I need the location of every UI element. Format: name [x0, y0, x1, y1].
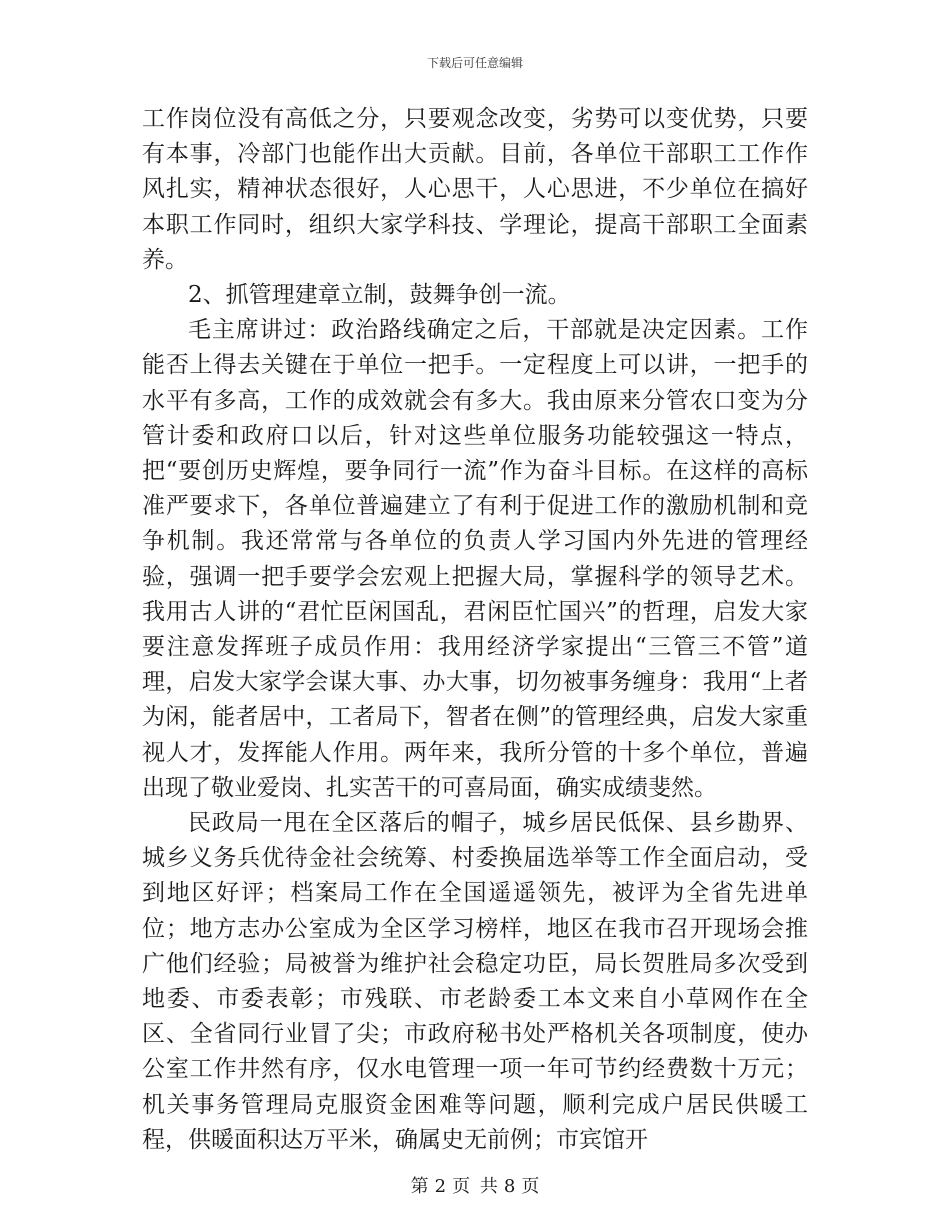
- page-header: 下载后可任意编辑: [426, 56, 523, 70]
- footer-suffix: 页: [521, 1176, 540, 1197]
- section-heading: 2、抓管理建章立制，鼓舞争创一流。: [188, 282, 571, 309]
- paragraph-achievements: 民政局一甩在全区落后的帽子，城乡居民低保、县乡勘界、城乡义务兵优待金社会统筹、村委换届选举等工作全面启动，受到地区好评；档案局工作在全国遥遥领先，被评为全省先进单位；地方志办公室成为全区学习榜样，地区在我市召开现场会推广他们经验；局被誉为维护社会稳定功臣，局长贺胜局多次受到地委、市委表彰；市残联、市老龄委工本文来自小草网作在全区、全省同行业冒了尖；市政府秘书处严格机关各项制度，使办公室工作井然有序，仅水电管理一项一年可节约经费数十万元；机关事务管理局克服资金困难等问题，顺利完成户居民供暖工程，供暖面积达万平米，确属史无前例；市宾馆开: [142, 810, 808, 1153]
- footer-middle: 页 共: [452, 1176, 498, 1197]
- page-footer: [0, 1172, 950, 1198]
- footer-total-pages: 8: [503, 1176, 516, 1197]
- paragraph-management: 毛主席讲过：政治路线确定之后，干部就是决定因素。工作能否上得去关键在于单位一把手。一定程度上可以讲，一把手的水平有多高，工作的成效就会有多大。我由原来分管农口变为分管计委和政府口以后，针对这些单位服务功能较强这一特点，把“要创历史辉煌，要争同行一流”作为奋斗目标。在这样的高标准严要求下，各单位普遍建立了有利于促进工作的激励机制和竞争机制。我还常常与各单位的负责人学习国内外先进的管理经验，强调一把手要学会宏观上把握大局，掌握科学的领导艺术。我用古人讲的“君忙臣闲国乱，君闲臣忙国兴”的哲理，启发大家要注意发挥班子成员作用：我用经济学家提出“三管三不管”道理，启发大家学会谋大事、办大事，切勿被事务缠身：我用“上者为闲，能者居中，工者局下，智者在侧”的管理经典，启发大家重视人才，发挥能人作用。两年来，我所分管的十多个单位，普遍出现了敬业爱岗、扎实苦干的可喜局面，确实成绩斐然。: [142, 317, 808, 801]
- document-body: [142, 102, 808, 1158]
- footer-page-number: 2: [434, 1176, 447, 1197]
- paragraph-continuation: 工作岗位没有高低之分，只要观念改变，劣势可以变优势，只要有本事，冷部门也能作出大贡献。目前，各单位干部职工工作作风扎实，精神状态很好，人心思干，人心思进，不少单位在搞好本职工作同时，组织大家学科技、学理论，提高干部职工全面素养。: [142, 106, 808, 273]
- footer-prefix: 第: [410, 1176, 429, 1197]
